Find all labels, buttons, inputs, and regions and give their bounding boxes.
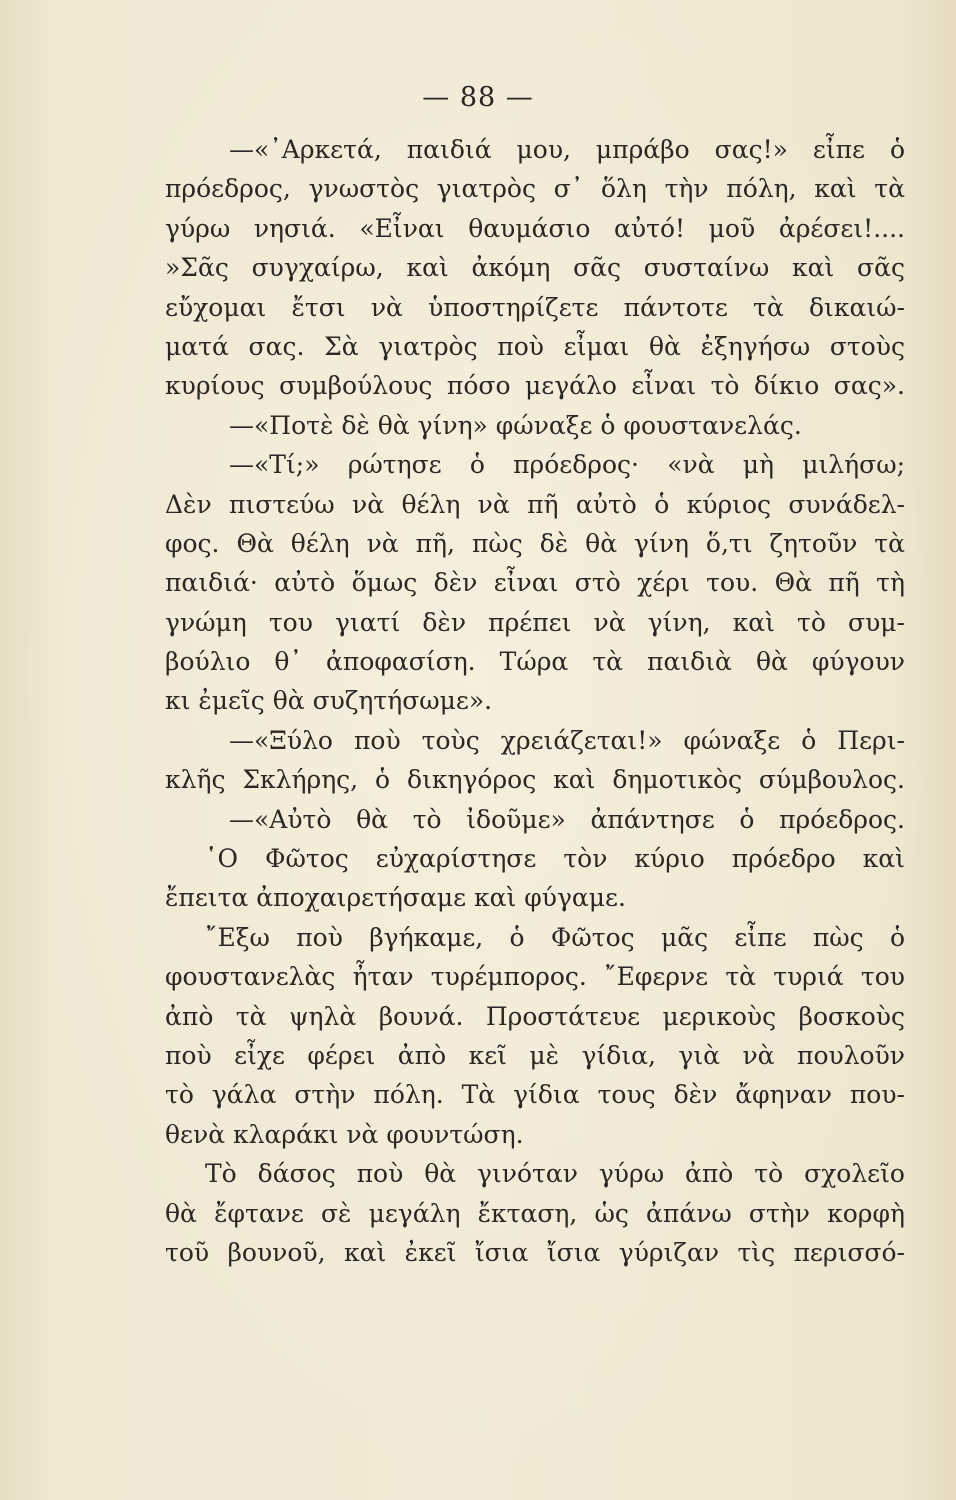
text-line: εὔχομαι ἔτσι νὰ ὑποστηρίζετε πάντοτε τὰ δικαιώ-	[165, 292, 905, 322]
text-line: —«Ποτὲ δὲ θὰ γίνη» φώναξε ὁ φουστανελάς.	[229, 410, 802, 440]
text-line: θὰ ἔφτανε σὲ μεγάλη ἔκταση, ὡς ἀπάνω στὴν κορφὴ	[165, 1198, 905, 1228]
text-line: βούλιο θ᾿ ἀποφασίση. Τώρα τὰ παιδιὰ θὰ φύγουν	[165, 647, 905, 677]
text-line: —«Τί;» ρώτησε ὁ πρόεδρος· «νὰ μὴ μιλήσω;	[229, 450, 905, 480]
text-line: ῾Ο Φῶτος εὐχαρίστησε τὸν κύριο πρόεδρο καὶ	[205, 844, 905, 874]
text-line: ποὺ εἶχε φέρει ἀπὸ κεῖ μὲ γίδια, γιὰ νὰ πουλοῦν	[165, 1040, 905, 1070]
text-line: ῎Εξω ποὺ βγήκαμε, ὁ Φῶτος μᾶς εἶπε πὼς ὁ	[205, 922, 905, 952]
text-line: πρόεδρος, γνωστὸς γιατρὸς σ᾿ ὅλη τὴν πόλη, καὶ τὰ	[165, 174, 905, 204]
page-number: — 88 —	[422, 82, 534, 113]
text-line: Τὸ δάσος ποὺ θὰ γινόταν γύρω ἀπὸ τὸ σχολεῖο	[205, 1159, 905, 1189]
text-line: κλῆς Σκλήρης, ὁ δικηγόρος καὶ δημοτικὸς σύμβουλος.	[165, 765, 905, 795]
text-line: τὸ γάλα στὴν πόλη. Τὰ γίδια τους δὲν ἄφηναν που-	[165, 1080, 905, 1110]
text-line: θενὰ κλαράκι νὰ φουντώση.	[165, 1119, 524, 1149]
text-line: Δὲν πιστεύω νὰ θέλη νὰ πῆ αὐτὸ ὁ κύριος συνάδελ-	[165, 489, 905, 519]
text-line: ἀπὸ τὰ ψηλὰ βουνά. Προστάτευε μερικοὺς βοσκοὺς	[165, 1001, 905, 1031]
text-line: ματά σας. Σὰ γιατρὸς ποὺ εἶμαι θὰ ἐξηγήσω στοὺς	[165, 331, 905, 361]
body-text	[165, 130, 905, 1272]
text-line: τοῦ βουνοῦ, καὶ ἐκεῖ ἴσια ἴσια γύριζαν τὶς περισσό-	[165, 1237, 905, 1267]
text-line: γύρω νησιά. «Εἶναι θαυμάσιο αὐτό! μοῦ ἀρέσει!....	[165, 213, 905, 243]
text-line: γνώμη του γιατί δὲν πρέπει νὰ γίνη, καὶ τὸ συμ-	[165, 607, 905, 637]
text-line: κυρίους συμβούλους πόσο μεγάλο εἶναι τὸ δίκιο σας».	[165, 371, 905, 401]
text-line: —«᾿Αρκετά, παιδιά μου, μπράβο σας!» εἶπε ὁ	[229, 135, 905, 164]
text-line: —«Αὐτὸ θὰ τὸ ἰδοῦμε» ἀπάντησε ὁ πρόεδρος.	[229, 804, 905, 834]
text-line: »Σᾶς συγχαίρω, καὶ ἀκόμη σᾶς συσταίνω καὶ σᾶς	[165, 253, 905, 283]
text-line: ἔπειτα ἀποχαιρετήσαμε καὶ φύγαμε.	[165, 883, 626, 913]
text-line: παιδιά· αὐτὸ ὅμως δὲν εἶναι στὸ χέρι του. Θὰ πῆ τὴ	[165, 568, 905, 598]
text-line: —«Ξύλο ποὺ τοὺς χρειάζεται!» φώναξε ὁ Περι-	[229, 725, 905, 755]
text-line: φος. Θὰ θέλη νὰ πῆ, πὼς δὲ θὰ γίνη ὅ,τι ζητοῦν τὰ	[165, 528, 905, 558]
text-line: φουστανελὰς ἦταν τυρέμπορος. ῎Εφερνε τὰ τυριά του	[165, 962, 905, 992]
text-line: κι ἐμεῖς θὰ συζητήσωμε».	[165, 686, 493, 716]
